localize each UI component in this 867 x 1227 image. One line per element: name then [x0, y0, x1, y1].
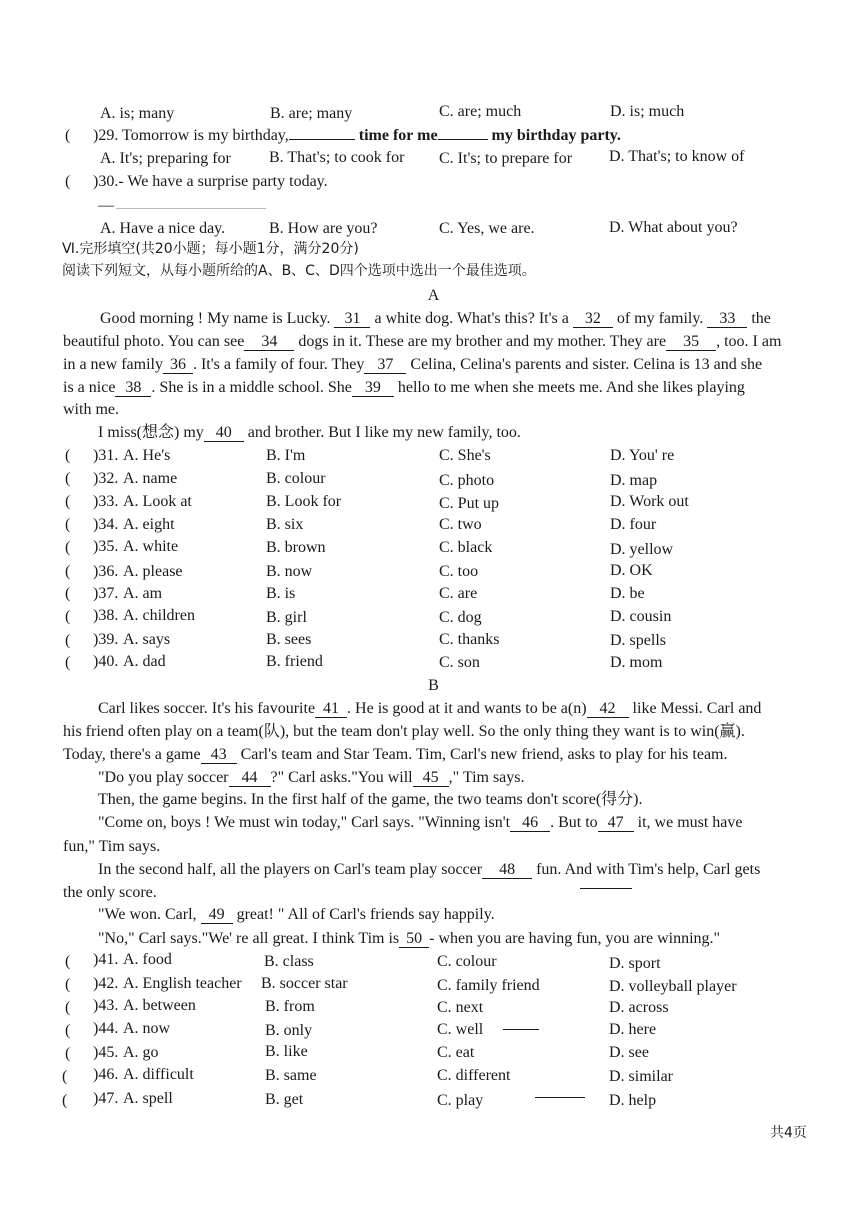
option-d: D. help	[609, 1092, 657, 1109]
blank-49[interactable]: 49	[201, 907, 233, 924]
passage-text: . It's a family of four. They	[192, 356, 365, 373]
option-b: B. now	[266, 563, 313, 580]
answer-paren[interactable]: (	[65, 976, 71, 993]
option-a: A. difficult	[123, 1066, 194, 1083]
passage-line	[98, 423, 521, 443]
passage-line	[98, 813, 743, 833]
passage-line: Then, the game begins. In the first half of the game, the two teams don't score(得分).	[98, 791, 643, 808]
option-a: A. spell	[123, 1090, 173, 1107]
passage-b-label: B	[428, 677, 439, 694]
answer-paren[interactable]: (	[65, 447, 71, 464]
question-number: )43.	[93, 997, 119, 1014]
passage-text: is a nice	[63, 379, 116, 396]
option-c: C. son	[439, 654, 480, 671]
option-b: B. from	[265, 998, 315, 1015]
option-a: A. He's	[123, 447, 171, 464]
blank-33[interactable]: 33	[707, 311, 747, 328]
passage-text: "Do you play soccer	[98, 769, 229, 786]
question-number: )38.	[93, 607, 119, 624]
passage-text: ," Tim says.	[448, 769, 525, 786]
option-d: D. here	[609, 1021, 657, 1038]
option-a: A. dad	[123, 653, 166, 670]
question-number: )40.	[93, 653, 119, 670]
answer-paren[interactable]: (	[65, 999, 71, 1016]
answer-paren: (	[65, 127, 71, 144]
question-stem	[93, 172, 328, 192]
blank-39[interactable]: 39	[352, 380, 394, 397]
section-title: Ⅵ.完形填空(共20小题；每小题1分，满分20分)	[62, 241, 359, 257]
passage-text: great! " All of Carl's friends say happily.	[236, 906, 495, 923]
question-number: )47.	[93, 1090, 119, 1107]
passage-text: - when you are having fun, you are winning."	[429, 930, 721, 947]
option-d: D. four	[610, 516, 657, 533]
option-d: D. see	[609, 1044, 649, 1061]
answer-paren[interactable]: (	[62, 1092, 68, 1109]
option-c: C. eat	[437, 1044, 475, 1061]
option-c: C. well	[437, 1021, 484, 1038]
answer-blank[interactable]	[438, 139, 488, 140]
option-b: B. Look for	[266, 493, 342, 510]
option-c: C. two	[439, 516, 482, 533]
option-d: D. OK	[610, 562, 653, 579]
passage-text: In the second half, all the players on Carl's team play soccer	[98, 861, 483, 878]
blank-rule	[503, 1029, 539, 1030]
option-a: A. now	[123, 1020, 171, 1037]
question-number: )31.	[93, 447, 119, 464]
option-d: D. yellow	[610, 541, 674, 558]
blank-48[interactable]: 48	[482, 862, 532, 879]
option-c: C. different	[437, 1067, 511, 1084]
passage-text: Celina, Celina's parents and sister. Celina is 13 and she	[410, 356, 763, 373]
passage-line	[63, 745, 728, 765]
passage-line: his friend often play on a team(队), but the team don't play well. So the only thing they want is to win(赢).	[63, 723, 745, 740]
option-c: C. colour	[437, 953, 497, 970]
blank-35[interactable]: 35	[666, 334, 716, 351]
answer-paren[interactable]: (	[65, 539, 71, 556]
blank-44[interactable]: 44	[229, 770, 271, 787]
option-d: D. map	[610, 472, 658, 489]
passage-line	[98, 699, 761, 719]
passage-text: of my family.	[616, 310, 704, 327]
option-a: A. white	[123, 538, 179, 555]
passage-line	[63, 378, 745, 398]
option-a: A. is; many	[100, 105, 175, 122]
option-d: D. sport	[609, 955, 661, 972]
option-b: B. only	[265, 1022, 313, 1039]
answer-paren[interactable]: (	[65, 493, 71, 510]
passage-line	[98, 768, 525, 788]
answer-paren[interactable]: (	[65, 470, 71, 487]
option-c: C. dog	[439, 609, 482, 626]
passage-text: Good morning ! My name is Lucky.	[100, 310, 331, 327]
passage-text: "We won. Carl,	[98, 906, 197, 923]
option-b: B. are; many	[270, 105, 353, 122]
stem-text: - We have a surprise party today.	[118, 173, 328, 190]
passage-text: I miss(想念) my	[98, 424, 204, 441]
option-a: A. go	[123, 1044, 159, 1061]
question-number: )34.	[93, 516, 119, 533]
passage-text: hello to me when she meets me. And she likes playing	[397, 379, 745, 396]
reply-dash: —	[98, 197, 114, 214]
stem-text-1: Tomorrow is my birthday,	[122, 127, 289, 144]
blank-45[interactable]: 45	[413, 770, 449, 787]
option-d: D. That's; to know of	[609, 148, 745, 165]
blank-rule	[580, 888, 632, 889]
blank-40[interactable]: 40	[204, 425, 244, 442]
option-d: D. volleyball player	[609, 978, 737, 995]
question-number: )29.	[93, 127, 119, 144]
passage-line	[98, 905, 495, 925]
option-a: A. please	[123, 563, 183, 580]
option-c: C. She's	[439, 447, 491, 464]
option-d: D. across	[609, 999, 669, 1016]
option-a: A. am	[123, 585, 163, 602]
question-number: )41.	[93, 951, 119, 968]
option-c: C. are; much	[439, 103, 522, 120]
blank-34[interactable]: 34	[244, 334, 294, 351]
blank-41[interactable]: 41	[315, 701, 347, 718]
answer-paren[interactable]: (	[65, 654, 71, 671]
passage-text: a white dog. What's this? It's a	[374, 310, 569, 327]
option-a: A. food	[123, 951, 172, 968]
option-b: B. soccer star	[261, 975, 348, 992]
passage-line	[98, 860, 760, 880]
option-a: A. It's; preparing for	[100, 150, 231, 167]
blank-50[interactable]: 50	[399, 931, 429, 948]
blank-47[interactable]: 47	[598, 815, 634, 832]
option-c: C. Put up	[439, 495, 500, 512]
option-d: D. cousin	[610, 608, 672, 625]
passage-text: Today, there's a game	[63, 746, 201, 763]
option-a: A. Look at	[123, 493, 192, 510]
option-b: B. I'm	[266, 447, 306, 464]
answer-paren[interactable]: (	[65, 563, 71, 580]
passage-text: "Come on, boys ! We must win today," Carl says. "Winning isn't	[98, 814, 511, 831]
option-c: C. black	[439, 539, 493, 556]
passage-text: Carl likes soccer. It's his favourite	[98, 700, 316, 717]
option-d: D. be	[610, 585, 645, 602]
option-b: B. sees	[266, 631, 312, 648]
option-c: C. thanks	[439, 631, 500, 648]
option-b: B. That's; to cook for	[269, 149, 405, 166]
blank-42[interactable]: 42	[587, 701, 629, 718]
option-d: D. spells	[610, 632, 666, 649]
question-number: )37.	[93, 585, 119, 602]
option-a: A. between	[123, 997, 196, 1014]
page-count: 共4页	[770, 1125, 807, 1141]
option-a: A. English teacher	[123, 975, 242, 992]
passage-line	[98, 929, 720, 949]
answer-paren[interactable]: (	[65, 1045, 71, 1062]
option-b: B. girl	[266, 609, 307, 626]
blank-38[interactable]: 38	[115, 380, 151, 397]
option-d: D. similar	[609, 1068, 673, 1085]
passage-line	[63, 332, 781, 352]
passage-a-label: A	[427, 287, 440, 304]
passage-text: . She is in a middle school. She	[151, 379, 352, 396]
passage-line: fun," Tim says.	[63, 838, 161, 855]
answer-paren[interactable]: (	[65, 1022, 71, 1039]
answer-paren[interactable]: (	[62, 1068, 68, 1085]
option-a: A. children	[123, 607, 195, 624]
passage-text: . But to	[550, 814, 598, 831]
option-d: D. Work out	[610, 493, 689, 510]
option-c: C. family friend	[437, 977, 540, 994]
option-c: C. next	[437, 999, 484, 1016]
option-b: B. like	[265, 1043, 308, 1060]
stem-text-3: my birthday party.	[491, 127, 621, 144]
option-d: D. is; much	[610, 103, 685, 120]
option-b: B. same	[265, 1067, 317, 1084]
passage-text: Carl's team and Star Team. Tim, Carl's new friend, asks to play for his team.	[240, 746, 728, 763]
question-number: )39.	[93, 631, 119, 648]
passage-text: like Messi. Carl and	[632, 700, 762, 717]
option-b: B. How are you?	[269, 220, 378, 237]
blank-46[interactable]: 46	[510, 815, 550, 832]
question-number: )35.	[93, 538, 119, 555]
passage-text: it, we must have	[637, 814, 743, 831]
blank-rule	[535, 1097, 585, 1098]
option-c: C. play	[437, 1092, 484, 1109]
option-c: C. are	[439, 585, 478, 602]
passage-line: with me.	[63, 401, 119, 418]
passage-text: beautiful photo. You can see	[63, 333, 245, 350]
option-a: A. name	[123, 470, 178, 487]
option-b: B. is	[266, 585, 296, 602]
option-a: A. eight	[123, 516, 175, 533]
passage-text: and brother. But I like my new family, too.	[247, 424, 521, 441]
passage-line: the only score.	[63, 884, 157, 901]
question-number: )33.	[93, 493, 119, 510]
question-number: )36.	[93, 563, 119, 580]
blank-36[interactable]: 36	[163, 357, 193, 374]
question-number: )30.	[93, 173, 119, 190]
option-b: B. six	[266, 516, 304, 533]
stem-text-2: time for me	[358, 127, 438, 144]
passage-text: in a new family	[63, 356, 163, 373]
passage-line	[100, 309, 771, 329]
passage-text: ?" Carl asks."You will	[270, 769, 413, 786]
passage-text: "No," Carl says."We' re all great. I think Tim is	[98, 930, 400, 947]
option-b: B. friend	[266, 653, 323, 670]
question-number: )32.	[93, 470, 119, 487]
option-d: D. What about you?	[609, 219, 738, 236]
question-number: )46.	[93, 1066, 119, 1083]
question-stem	[93, 126, 621, 146]
question-number: )44.	[93, 1020, 119, 1037]
passage-text: , too. I am	[716, 333, 782, 350]
option-a: A. says	[123, 631, 171, 648]
option-b: B. class	[264, 953, 314, 970]
blank-43[interactable]: 43	[201, 747, 237, 764]
answer-paren: (	[65, 173, 71, 190]
answer-paren[interactable]: (	[65, 516, 71, 533]
question-number: )42.	[93, 975, 119, 992]
option-b: B. get	[265, 1091, 304, 1108]
reply-blank[interactable]	[116, 208, 266, 209]
answer-paren[interactable]: (	[65, 632, 71, 649]
passage-line	[63, 355, 762, 375]
blank-31[interactable]: 31	[334, 311, 370, 328]
option-c: C. It's; to prepare for	[439, 150, 573, 167]
answer-blank[interactable]	[289, 139, 355, 140]
answer-paren[interactable]: (	[65, 585, 71, 602]
blank-32[interactable]: 32	[573, 311, 613, 328]
option-c: C. photo	[439, 472, 495, 489]
answer-paren[interactable]: (	[65, 608, 71, 625]
answer-paren[interactable]: (	[65, 953, 71, 970]
blank-37[interactable]: 37	[364, 357, 406, 374]
passage-text: fun. And with Tim's help, Carl gets	[536, 861, 761, 878]
option-d: D. mom	[610, 654, 663, 671]
passage-text: dogs in it. These are my brother and my mother. They are	[298, 333, 667, 350]
option-b: B. brown	[266, 539, 326, 556]
option-c: C. Yes, we are.	[439, 220, 535, 237]
option-b: B. colour	[266, 470, 326, 487]
passage-text: . He is good at it and wants to be a(n)	[347, 700, 587, 717]
question-number: )45.	[93, 1044, 119, 1061]
option-c: C. too	[439, 563, 479, 580]
passage-text: the	[751, 310, 771, 327]
option-a: A. Have a nice day.	[100, 220, 226, 237]
section-instruction: 阅读下列短文，从每小题所给的A、B、C、D四个选项中选出一个最佳选项。	[62, 263, 536, 279]
option-d: D. You' re	[610, 447, 675, 464]
